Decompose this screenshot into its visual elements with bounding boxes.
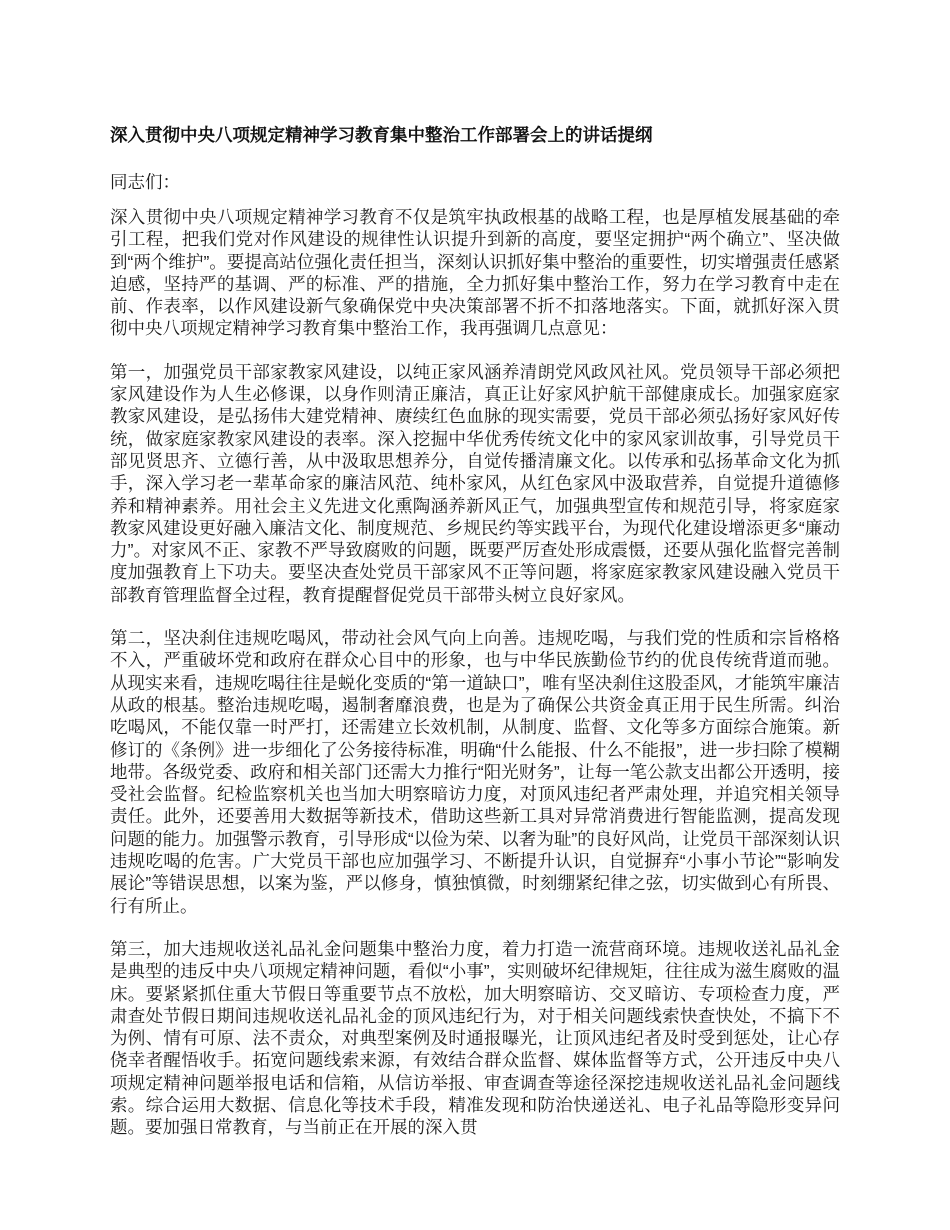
paragraph-point-2: 第二，坚决刹住违规吃喝风，带动社会风气向上向善。违规吃喝，与我们党的性质和宗旨格格不入，严重破坏党和政府在群众心目中的形象，也与中华民族勤俭节约的优良传统背道而驰。从现实来看，违规吃喝往往是蜕化变质的“第一道缺口”，唯有坚决刹住这股歪风，才能筑牢廉洁从政的根基。整治违规吃喝，遏制奢靡浪费，也是为了确保公共资金真正用于民生所需。纠治吃喝风，不能仅靠一时严打，还需建立长效机制，从制度、监督、文化等多方面综合施策。新修订的《条例》进一步细化了公务接待标准，明确“什么能报、什么不能报”，进一步扫除了模糊地带。各级党委、政府和相关部门还需大力推行“阳光财务”，让每一笔公款支出都公开透明，接受社会监督。纪检监察机关也当加大明察暗访力度，对顶风违纪者严肃处理，并追究相关领导责任。此外，还要善用大数据等新技术，借助这些新工具对异常消费进行智能监测，提高发现问题的能力。加强警示教育，引导形成“以俭为荣、以奢为耻”的良好风尚，让党员干部深刻认识违规吃喝的危害。广大党员干部也应加强学习、不断提升认识，自觉摒弃“小事小节论”“影响发展论”等错误思想，以案为鉴，严以修身，慎独慎微，时刻绷紧纪律之弦，切实做到心有所畏、行有所止。 <box>110 628 840 916</box>
salutation: 同志们： <box>110 172 180 192</box>
paragraph-point-1: 第一，加强党员干部家教家风建设，以纯正家风涵养清朗党风政风社风。党员领导干部必须把家风建设作为人生必修课，以身作则清正廉洁，真正让好家风护航干部健康成长。加强家庭家教家风建设，是弘扬伟大建党精神、赓续红色血脉的现实需要，党员干部必须弘扬好家风好传统，做家庭家教家风建设的表率。深入挖掘中华优秀传统文化中的家风家训故事，引导党员干部见贤思齐、立德行善，从中汲取思想养分，自觉传播清廉文化。以传承和弘扬革命文化为抓手，深入学习老一辈革命家的廉洁风范、纯朴家风，从红色家风中汲取营养，自觉提升道德修养和精神素养。用社会主义先进文化熏陶涵养新风正气，加强典型宣传和规范引导，将家庭家教家风建设更好融入廉洁文化、制度规范、乡规民约等实践平台，为现代化建设增添更多“廉动力”。对家风不正、家教不严导致腐败的问题，既要严厉查处形成震慑，还要从强化监督完善制度加强教育上下功夫。要坚决查处党员干部家风不正等问题，将家庭家教家风建设融入党员干部教育管理监督全过程，教育提醒督促党员干部带头树立良好家风。 <box>110 361 840 605</box>
document-content <box>110 124 840 1160</box>
paragraph-intro: 深入贯彻中央八项规定精神学习教育不仅是筑牢执政根基的战略工程，也是厚植发展基础的牵引工程，把我们党对作风建设的规律性认识提升到新的高度，要坚定拥护“两个确立”、坚决做到“两个维护”。要提高站位强化责任担当，深刻认识抓好集中整治的重要性，切实增强责任感紧迫感，坚持严的基调、严的标准、严的措施，全力抓好集中整治工作，努力在学习教育中走在前、作表率，以作风建设新气象确保党中央决策部署不折不扣落地落实。下面，就抓好深入贯彻中央八项规定精神学习教育集中整治工作，我再强调几点意见： <box>110 207 840 339</box>
paragraph-point-3: 第三，加大违规收送礼品礼金问题集中整治力度，着力打造一流营商环境。违规收送礼品礼金是典型的违反中央八项规定精神问题，看似“小事”，实则破坏纪律规矩，往往成为滋生腐败的温床。要紧紧抓住重大节假日等重要节点不放松，加大明察暗访、交叉暗访、专项检查力度，严肃查处节假日期间违规收送礼品礼金的顶风违纪行为，对于相关问题线索快查快处，不搞下不为例、情有可原、法不责众，对典型案例及时通报曝光，让顶风违纪者及时受到惩处，让心存侥幸者醒悟收手。拓宽问题线索来源，有效结合群众监督、媒体监督等方式，公开违反中央八项规定精神问题举报电话和信箱，从信访举报、审查调查等途径深挖违规收送礼品礼金问题线索。综合运用大数据、信息化等技术手段，精准发现和防治快递送礼、电子礼品等隐形变异问题。要加强日常教育，与当前正在开展的深入贯 <box>110 938 840 1138</box>
document-title: 深入贯彻中央八项规定精神学习教育集中整治工作部署会上的讲话提纲 <box>110 125 653 145</box>
